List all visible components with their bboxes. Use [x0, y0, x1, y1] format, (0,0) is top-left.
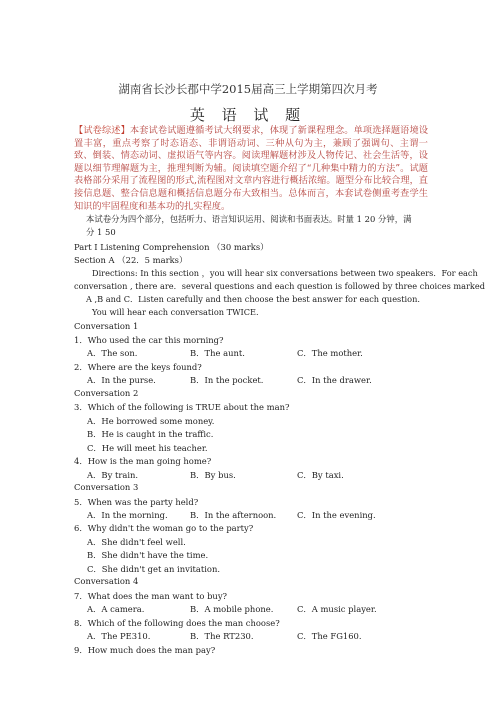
- summary-text: 本套试卷试题遵循考试大纲要求，体现了新课程理念。单项选择题语境设置丰富，重点考察了时态语态、非谓语动词、三种从句为主，兼顾了强调句、主谓一致、倒装、情态动词、虚拟语气等内容。阅读理解题材涉及人物传记、社会生活等，设题以细节理解题为主，推理判断为辅。阅读填空题介绍了“几种集中精力的方法”。试题表格部分采用了流程图的形式,流程图对文章内容进行概括浓缩。题型分布比较合理，直接信息题、整合信息题和概括信息题分布大致相当。总体而言，本套试卷侧重考查学生知识的牢固程度和基本功的扎实程度。: [74, 125, 429, 212]
- choice-c: C．In the evening.: [297, 510, 376, 520]
- choice-c: C．The FG160.: [297, 631, 362, 641]
- exam-title: 英 语 试 题: [189, 106, 307, 124]
- conversation-label: Conversation 2: [74, 388, 139, 398]
- choice-c: C．He will meet his teacher.: [87, 443, 208, 453]
- choice-b: B．She didn't have the time.: [87, 550, 209, 560]
- question: 1．Who used the car this morning?: [74, 335, 224, 345]
- choice-c: C．In the drawer.: [297, 375, 372, 385]
- choice-a: A．In the purse.: [87, 375, 156, 385]
- directions-line-1: Directions: In this section ，you will hear six conversations between two speakers．For each: [92, 268, 478, 278]
- choice-a: A．He borrowed some money.: [87, 416, 215, 426]
- school-title: 湖南省长沙长郡中学2015届高三上学期第四次月考: [118, 82, 378, 96]
- exam-summary: [74, 125, 428, 213]
- section-heading: Section A （22．5 marks）: [74, 255, 188, 265]
- choice-b: B．The RT230.: [190, 631, 254, 641]
- directions-line-2: conversation , there are．several questions and each question is followed by three choices marked: [74, 281, 485, 291]
- question: 5．When was the party held?: [74, 497, 199, 507]
- intro-line-2: 分 1 50: [86, 227, 116, 237]
- conversation-label: Conversation 4: [74, 576, 139, 586]
- choice-b: B．A mobile phone.: [190, 604, 274, 614]
- question: 2．Where are the keys found?: [74, 362, 202, 372]
- choice-b: B．In the afternoon.: [190, 510, 277, 520]
- choice-a: A．In the morning.: [87, 510, 168, 520]
- choice-a: A．She didn't feel well.: [87, 537, 186, 547]
- directions-line-3: A ,B and C．Listen carefully and then choose the best answer for each question.: [86, 294, 420, 304]
- choice-c: C．The mother.: [297, 348, 363, 358]
- choice-c: C．By taxi.: [297, 470, 344, 480]
- choice-b: B．He is caught in the traffic.: [87, 429, 214, 439]
- choice-c: C．She didn't get an invitation.: [87, 564, 221, 574]
- intro-line-1: 本试卷分为四个部分，包括听力、语言知识运用、阅读和书面表达。时量 1 20 分钟，满: [86, 214, 412, 224]
- choice-b: B．The aunt.: [190, 348, 245, 358]
- question: 3．Which of the following is TRUE about the man?: [74, 402, 290, 412]
- question: 9．How much does the man pay?: [74, 645, 216, 655]
- question: 8．Which of the following does the man choose?: [74, 618, 280, 628]
- summary-tag: 【试卷综述】: [74, 125, 130, 136]
- twice-note: You will hear each conversation TWICE.: [92, 307, 259, 317]
- question: 6．Why didn't the woman go to the party?: [74, 523, 254, 533]
- choice-a: A．The son.: [87, 348, 138, 358]
- choice-a: A．The PE310.: [87, 631, 151, 641]
- choice-b: B．By bus.: [190, 470, 236, 480]
- choice-a: A．By train.: [87, 470, 139, 480]
- question: 4．How is the man going home?: [74, 456, 212, 466]
- choice-a: A．A camera.: [87, 604, 145, 614]
- choice-c: C．A music player.: [297, 604, 377, 614]
- part-heading: Part I Listening Comprehension （30 marks）: [74, 242, 269, 252]
- question: 7．What does the man want to buy?: [74, 591, 228, 601]
- conversation-label: Conversation 3: [74, 482, 139, 492]
- choice-b: B．In the pocket.: [190, 375, 264, 385]
- conversation-label: Conversation 1: [74, 321, 139, 331]
